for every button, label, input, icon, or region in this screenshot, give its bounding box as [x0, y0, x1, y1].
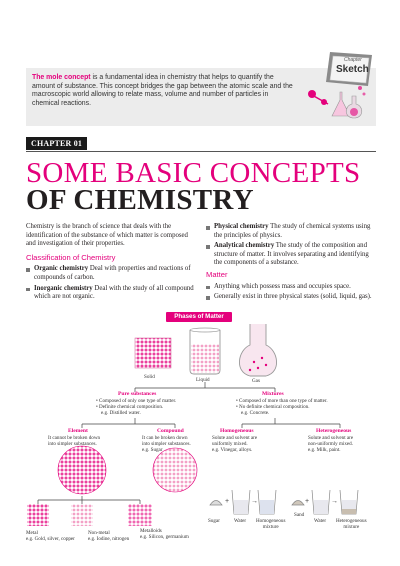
state-label-solid: Solid — [144, 374, 155, 380]
pure-substances-desc: • Composed of only one type of matter. • Definite chemical composition. e.g. Distilled water. — [96, 398, 177, 416]
label-water-2: Water — [314, 518, 327, 524]
label-sugar: Sugar — [208, 518, 220, 524]
mixtures-desc: • Composed of more than one type of matter. • No definite chemical composition. e.g. Concrete. — [236, 398, 328, 416]
list-item: Analytical chemistry The study of the composition and structure of matter. It involves separating and identifying the components of a substance. — [206, 242, 378, 268]
chemistry-definition: Chemistry is the branch of science that deals with the identification of the substance of which matter is composed and investigation of their properties. — [26, 223, 188, 248]
label-water: Water — [234, 518, 247, 524]
compound-illustration — [153, 448, 197, 492]
liquid-beaker-illustration — [190, 328, 220, 374]
list-item: Anything which possess mass and occupies space. — [206, 283, 378, 292]
heterogeneous-illustration — [292, 490, 358, 514]
heterogeneous-desc: Solute and solvent are non-uniformly mixed. e.g. Milk, paint. — [308, 435, 354, 453]
label-sand: Sand — [294, 512, 305, 518]
solid-illustration — [135, 338, 171, 368]
list-item: Physical chemistry The study of chemical systems using the principles of physics. — [206, 223, 378, 240]
nonmetal-illustration — [71, 504, 93, 526]
list-item: Organic chemistry Deal with properties and reactions of compounds of carbon. — [26, 265, 198, 282]
homogeneous-title: Homogeneous — [220, 428, 254, 434]
metalloids-illustration — [128, 504, 152, 526]
pure-substances-title: Pure substances — [118, 391, 157, 397]
badge-line2: Sketch — [336, 64, 369, 75]
label-homogeneous-mixture: Homogeneous mixture — [256, 518, 286, 530]
homogeneous-desc: Solute and solvent are uniformly mixed. e.g. Vinegar, alloys. — [212, 435, 258, 453]
element-illustration — [58, 446, 106, 494]
classification-heading: Classification of Chemistry — [26, 252, 116, 262]
state-label-liquid: Liquid — [196, 377, 210, 383]
matter-heading: Matter — [206, 269, 228, 279]
metal-illustration — [27, 504, 49, 526]
state-label-gas: Gas — [252, 378, 260, 384]
svg-text:+: + — [305, 498, 310, 505]
chapter-title-line1: SOME BASIC CONCEPTS — [26, 157, 361, 189]
nonmetal-label: Non-metal e.g. Iodine, nitrogen — [88, 530, 130, 542]
homogeneous-illustration — [210, 490, 276, 514]
compound-title: Compound — [157, 428, 184, 434]
element-desc: It cannot be broken down into simpler substances. — [48, 435, 101, 447]
badge-line1: Chapter — [344, 57, 362, 63]
intro-term: The mole concept — [32, 74, 91, 81]
metalloids-label: Metalloids e.g. Silicon, germanium — [140, 528, 189, 540]
svg-text:+: + — [225, 498, 230, 505]
compound-desc: It can be broken down into simpler substances. e.g. Sugar — [142, 435, 191, 453]
metal-label: Metal e.g. Gold, silver, copper — [26, 530, 75, 542]
label-heterogeneous-mixture: Heterogeneous mixture — [336, 518, 367, 530]
svg-text:→: → — [331, 498, 338, 505]
svg-text:→: → — [251, 498, 258, 505]
chapter-label: CHAPTER 01 — [26, 137, 87, 150]
list-item: Generally exist in three physical states (solid, liquid, gas). — [206, 293, 378, 302]
mixtures-title: Mixtures — [262, 391, 284, 397]
phases-of-matter-title: Phases of Matter — [166, 312, 232, 322]
heterogeneous-title: Heterogeneous — [316, 428, 352, 434]
chapter-title-line2: OF CHEMISTRY — [26, 184, 254, 216]
gas-flask-illustration — [239, 324, 276, 376]
list-item: Inorganic chemistry Deal with the study of all compound which are not organic. — [26, 285, 198, 302]
element-title: Element — [68, 428, 88, 434]
intro-body: is a fundamental idea in chemistry that helps to quantify the amount of substance. This concept bridges the gap between the atomic scale and the macroscopic world allowing to relate mass, volume and number of particles in chemical reactions. — [32, 74, 293, 107]
